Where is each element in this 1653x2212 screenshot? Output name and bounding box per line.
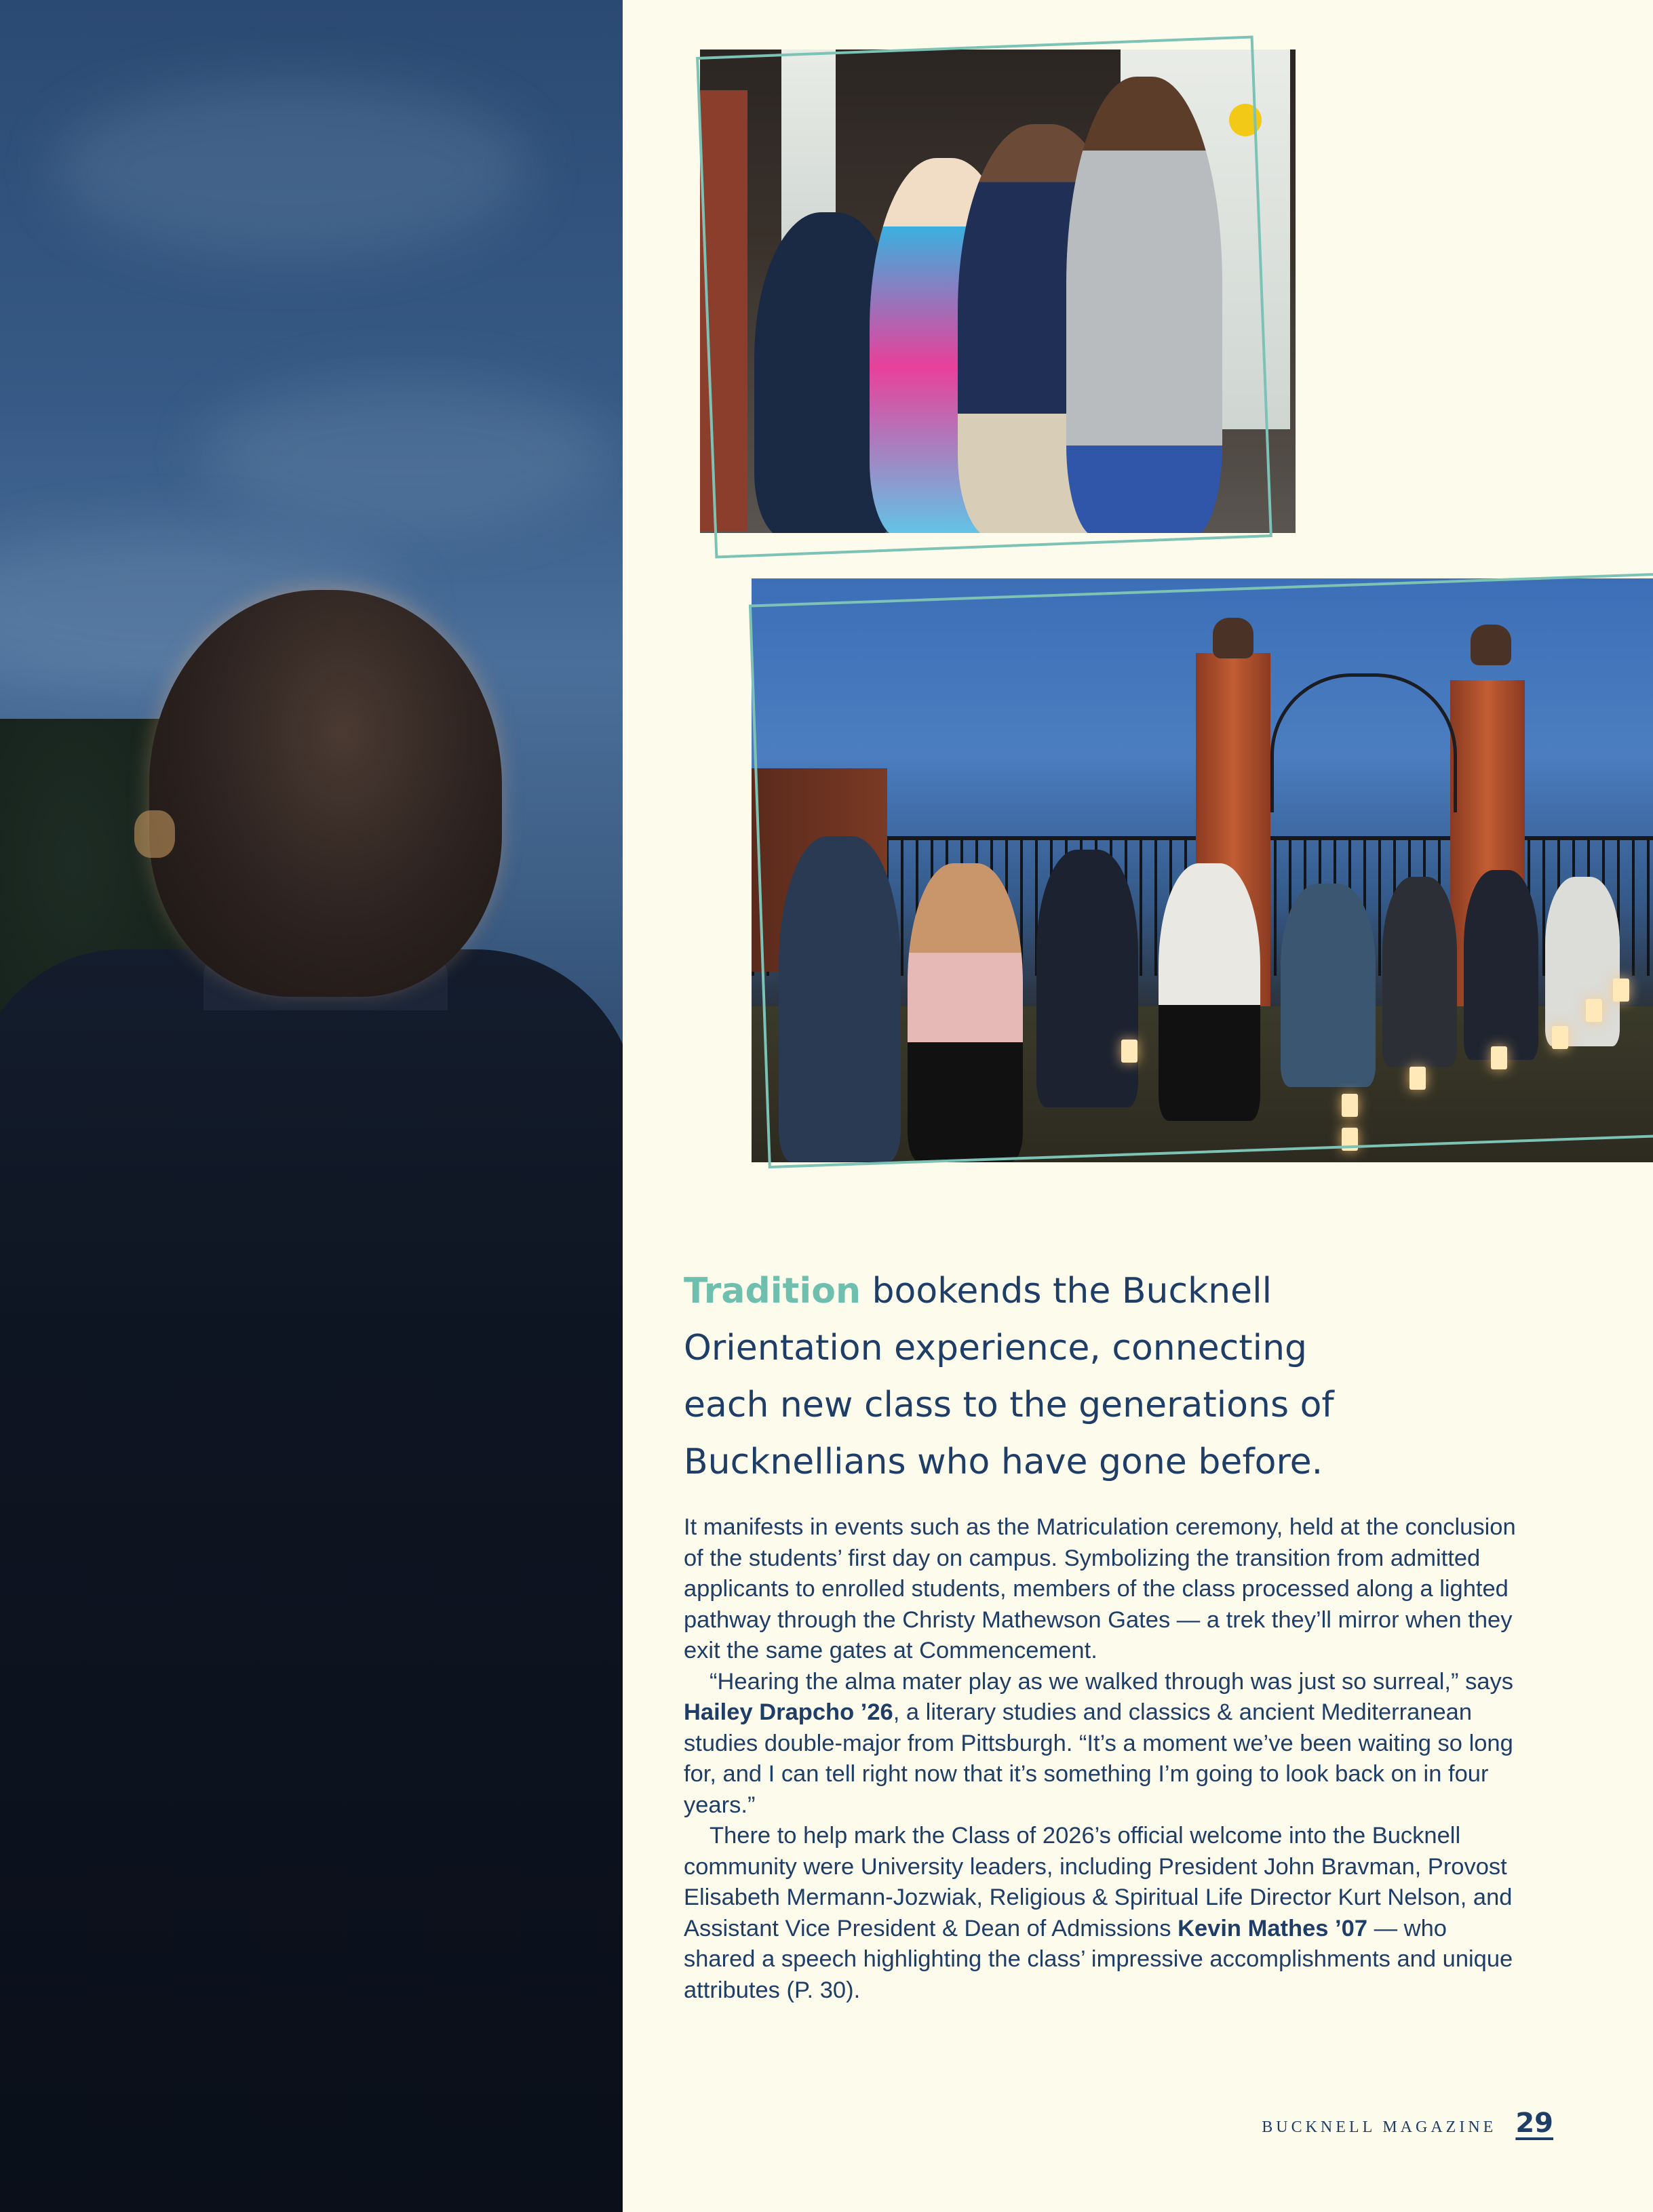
pull-headline: [684, 1263, 1396, 1490]
page-footer: [1262, 2108, 1553, 2141]
paragraph-2-text-b: , a literary studies and classics & ancient Mediterranean studies double-major from Pittsburgh. “It’s a moment we’ve been waiting so long for, and I can tell right now that it’s something I’m going to look back on in four years.”: [684, 1699, 1513, 1818]
page-number: 29: [1515, 2108, 1553, 2139]
cloud: [203, 380, 610, 529]
paragraph-3-text-a: There to help mark the Class of 2026’s official welcome into the Bucknell community were University leaders, including President John Bravman, Provost Elisabeth Mermann-Jozwiak, Religious & Spiritual Life Director Kurt Nelson, and Assistant Vice President & Dean of Admissions: [684, 1823, 1513, 1941]
man-glasses: [134, 810, 175, 858]
article-body: [684, 1512, 1525, 2006]
man-suit-silhouette: [0, 949, 623, 2212]
paragraph-2-text-a: “Hearing the alma mater play as we walked through was just so surreal,” says: [709, 1668, 1514, 1695]
headline-text: bookends the Bucknell Orientation experience, connecting each new class to the generations of Bucknellians who have gone before.: [684, 1271, 1334, 1482]
cloud: [54, 81, 529, 258]
photo-frame-1: [696, 35, 1272, 558]
person-name-mathes: Kevin Mathes ’07: [1178, 1915, 1368, 1941]
headline-accent-word: Tradition: [684, 1271, 861, 1311]
paragraph-2: [684, 1667, 1525, 1821]
paragraph-1: It manifests in events such as the Matriculation ceremony, held at the conclusion of the students’ first day on campus. Symbolizing the transition from admitted applicants to enrolled students, members of the class processed along a lighted pathway through the Christy Mathewson Gates — a trek they’ll mirror when they exit the same gates at Commencement.: [684, 1514, 1516, 1663]
photo-man-at-dusk: [0, 0, 623, 2212]
person-name-drapcho: Hailey Drapcho ’26: [684, 1699, 893, 1725]
photo-frame-2: [749, 573, 1653, 1168]
magazine-name: BUCKNELL MAGAZINE: [1262, 2118, 1497, 2136]
paragraph-3: [684, 1821, 1525, 2006]
paragraph-3-text-b: — who shared a speech highlighting the class’ impressive accomplishments and unique attributes (P. 30).: [684, 1915, 1513, 2003]
man-head: [149, 590, 502, 997]
